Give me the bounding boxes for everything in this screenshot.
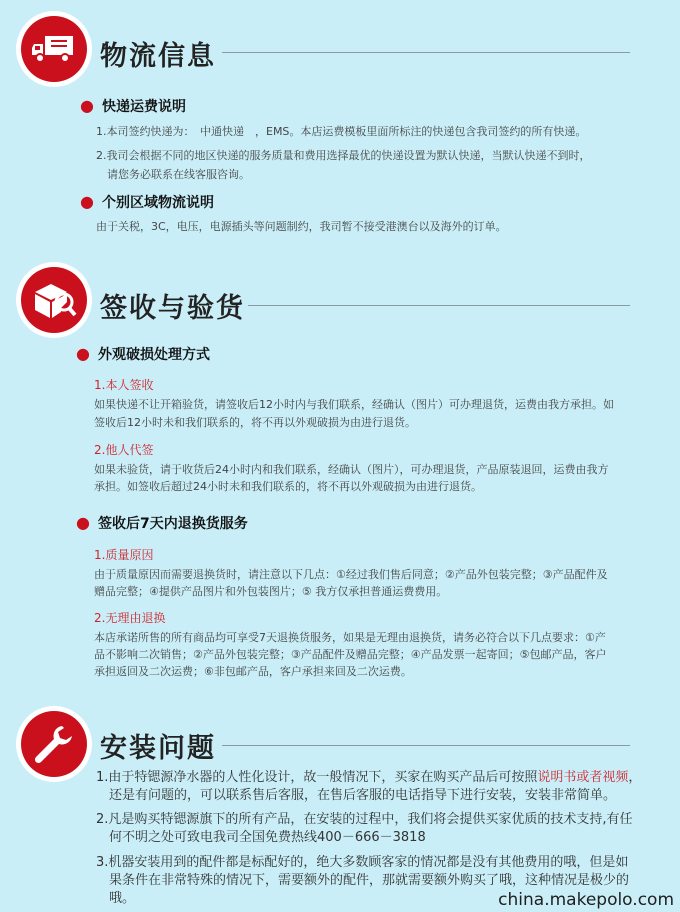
bullet-dot-icon: ● bbox=[76, 513, 90, 532]
install-item-3b: 果条件在非常特殊的情况下，需要额外的配件，那就需要额外购买了哦，这种情况是极少的 bbox=[96, 873, 630, 888]
bullet-dot-icon: ● bbox=[80, 192, 94, 211]
section-divider bbox=[248, 305, 630, 306]
install-item-3a: 3.机器安装用到的配件都是标配好的，绝大多数顾客家的情况都是没有其他费用的哦，但是如 bbox=[96, 855, 629, 870]
inspection-icon-badge bbox=[16, 262, 92, 338]
install-item-1a: 1.由于特锶源净水器的人性化设计，故一般情况下，买家在购买产品后可按照说明书或者视频， bbox=[96, 770, 642, 785]
returns-sub1-line2: 赠品完整；④提供产品图片和外包装图片；⑤ 我方仅承担普通运费费用。 bbox=[94, 585, 448, 598]
damage-title: ● 外观破损处理方式 bbox=[76, 344, 210, 363]
installation-heading: 安装问题 bbox=[100, 733, 216, 764]
returns-sub1-line1: 由于质量原因而需要退换货时，请注意以下几点：①经过我们售后同意；②产品外包装完整；③产品配件及 bbox=[94, 568, 608, 581]
truck-icon bbox=[31, 32, 77, 66]
install-item-3c: 哦。 bbox=[96, 891, 136, 906]
site-watermark: china.makepolo.com bbox=[498, 890, 674, 910]
section-divider bbox=[222, 52, 630, 53]
damage-sub2-line1: 如果未验货，请于收货后24小时内和我们联系，经确认（图片），可办理退货，产品原装退回，运费由我方 bbox=[94, 463, 609, 476]
returns-sub-1: 1.质量原因 bbox=[94, 548, 154, 562]
bullet-dot-icon: ● bbox=[76, 344, 90, 363]
regional-line-1: 由于关税，3C，电压，电源插头等问题制约，我司暂不接受港澳台以及海外的订单。 bbox=[96, 220, 507, 233]
damage-sub2-line2: 承担。如签收后超过24小时未和我们联系的，将不再以外观破损为由进行退货。 bbox=[94, 480, 482, 493]
returns-sub2-line3: 承担返回及二次运费；⑥非包邮产品，客户承担来回及二次运费。 bbox=[94, 665, 412, 678]
damage-sub1-line2: 签收后12小时未和我们联系的，将不再以外观破损为由进行退货。 bbox=[94, 416, 416, 429]
express-fee-title: ● 快递运费说明 bbox=[80, 96, 186, 115]
express-line-2a: 2.我司会根据不同的地区快递的服务质量和费用选择最优的快递设置为默认快递，当默认快递不到时， bbox=[96, 149, 591, 162]
express-line-2b: 请您务必联系在线客服咨询。 bbox=[96, 168, 250, 181]
manual-video-link[interactable]: 说明书或者视频 bbox=[537, 770, 629, 785]
logistics-heading: 物流信息 bbox=[100, 41, 216, 72]
logistics-icon-badge bbox=[16, 11, 92, 87]
wrench-icon bbox=[32, 722, 76, 766]
damage-sub-2: 2.他人代签 bbox=[94, 443, 154, 457]
express-line-1: 1.本司签约快递为： 中通快递 ，EMS。本店运费模板里面所标注的快递包含我司签约的所有快递。 bbox=[96, 125, 587, 138]
install-item-2a: 2.凡是购买特锶源旗下的所有产品，在安装的过程中，我们将会提供买家优质的技术支持,有任 bbox=[96, 812, 633, 827]
returns-sub2-line2: 品不影响二次销售；②产品外包装完整；③产品配件及赠品完整；④产品发票一起寄回；⑤包邮产品，客户 bbox=[94, 648, 607, 661]
damage-sub-1: 1.本人签收 bbox=[94, 378, 154, 392]
returns-sub2-line1: 本店承诺所售的所有商品均可享受7天退换货服务，如果是无理由退换货，请务必符合以下几点要求：①产 bbox=[94, 631, 606, 644]
section-divider bbox=[222, 745, 630, 746]
regional-title: ● 个别区域物流说明 bbox=[80, 192, 214, 211]
inspection-heading: 签收与验货 bbox=[100, 293, 245, 324]
damage-sub1-line1: 如果快递不让开箱验货，请签收后12小时内与我们联系，经确认（图片）可办理退货，运费由我方承担。如 bbox=[94, 398, 614, 411]
returns-title: ● 签收后7天内退换货服务 bbox=[76, 513, 248, 532]
installation-icon-badge bbox=[16, 706, 92, 782]
returns-sub-2: 2.无理由退换 bbox=[94, 611, 166, 625]
bullet-dot-icon: ● bbox=[80, 96, 94, 115]
install-item-2b: 何不明之处可致电我司全国免费热线400－666－3818 bbox=[96, 830, 426, 845]
box-search-icon bbox=[31, 278, 77, 322]
install-item-1b: 还是有问题的，可以联系售后客服，在售后客服的电话指导下进行安装，安装非常简单。 bbox=[96, 788, 617, 803]
